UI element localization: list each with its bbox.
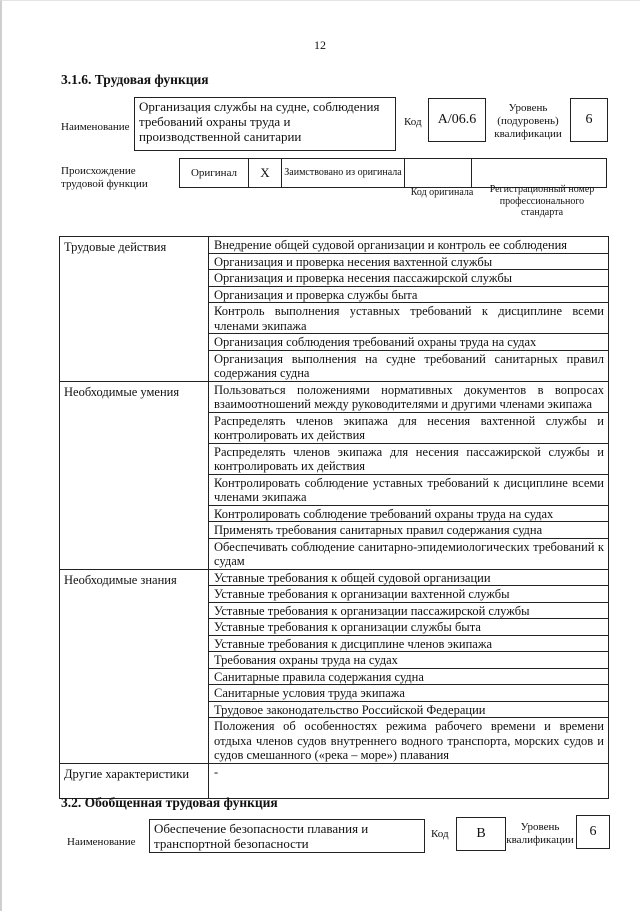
code-original-caption: Код оригинала [410, 187, 474, 198]
code-box: A/06.6 [428, 98, 486, 142]
original-cell: Оригинал [179, 158, 249, 188]
list-item: Уставные требования к организации службы быта [209, 619, 609, 636]
list-item: Организация и проверка несения вахтенной службы [209, 253, 609, 270]
list-item: Внедрение общей судовой организации и контроль ее соблюдения [209, 237, 609, 254]
labor-actions-label: Трудовые действия [60, 237, 209, 382]
code-label-2: Код [431, 828, 449, 840]
list-item: Распределять членов экипажа для несения вахтенной службы и контролировать их действия [209, 412, 609, 443]
code-original-cell [404, 158, 472, 188]
list-item: Уставные требования к дисциплине членов экипажа [209, 635, 609, 652]
code-label: Код [404, 116, 422, 128]
level-box-2: 6 [576, 815, 610, 849]
name-label: Наименование [61, 121, 130, 133]
reg-number-caption: Регистрационный номер профессионального стандарта [489, 184, 595, 218]
name-label-2: Наименование [67, 836, 136, 848]
list-item: Организация выполнения на судне требований санитарных правил содержания судна [209, 350, 609, 381]
table-row [60, 569, 609, 586]
borrowed-cell: Заимствовано из оригинала [281, 158, 405, 188]
table-row [60, 381, 609, 412]
list-item: Уставные требования к организации вахтенной службы [209, 586, 609, 603]
list-item: Обеспечивать соблюдение санитарно-эпидемиологических требований к судам [209, 538, 609, 569]
original-mark: X [248, 158, 282, 188]
list-item: Уставные требования к общей судовой организации [209, 569, 609, 586]
table-row [60, 237, 609, 254]
section-heading-2: 3.2. Обобщенная трудовая функция [61, 795, 278, 810]
function-name-box-2: Обеспечение безопасности плавания и транспортной безопасности [149, 819, 425, 853]
list-item: Контролировать соблюдение требований охраны труда на судах [209, 505, 609, 522]
skills-label: Необходимые умения [60, 381, 209, 569]
list-item: Пользоваться положениями нормативных документов в вопросах взаимоотношений между руководителями и другими членами экипажа [209, 381, 609, 412]
list-item: Контролировать соблюдение уставных требований к дисциплине всеми членами экипажа [209, 474, 609, 505]
code-box-2: B [456, 817, 506, 851]
list-item: Санитарные правила содержания судна [209, 668, 609, 685]
other-label: Другие характеристики [60, 763, 209, 798]
list-item: Применять требования санитарных правил содержания судна [209, 522, 609, 539]
list-item: Организация и проверка службы быта [209, 286, 609, 303]
origin-label: Происхождение трудовой функции [61, 165, 148, 190]
list-item: Организация соблюдения требований охраны труда на судах [209, 334, 609, 351]
function-name-box: Организация службы на судне, соблюдения требований охраны труда и производственной санитарии [134, 97, 396, 151]
section-heading: 3.1.6. Трудовая функция [61, 72, 209, 87]
level-label: Уровень (подуровень) квалификации [494, 101, 562, 140]
function-details-table [59, 236, 609, 799]
list-item: Организация и проверка несения пассажирской службы [209, 270, 609, 287]
table-row [60, 763, 609, 798]
list-item: Распределять членов экипажа для несения пассажирской службы и контролировать их действия [209, 443, 609, 474]
list-item: Санитарные условия труда экипажа [209, 685, 609, 702]
list-item: Уставные требования к организации пассажирской службы [209, 602, 609, 619]
level-label-2: Уровень квалификации [506, 821, 574, 846]
other-value: - [209, 763, 609, 798]
level-box: 6 [570, 98, 608, 142]
list-item: Положения об особенностях режима рабочего времени и времени отдыха членов судов внутреннего водного транспорта, морских судов и судов смешанного («река – море») плавания [209, 718, 609, 764]
knowledge-label: Необходимые знания [60, 569, 209, 763]
list-item: Требования охраны труда на судах [209, 652, 609, 669]
list-item: Трудовое законодательство Российской Федерации [209, 701, 609, 718]
page-number: 12 [314, 38, 326, 52]
list-item: Контроль выполнения уставных требований к дисциплине всеми членами экипажа [209, 303, 609, 334]
